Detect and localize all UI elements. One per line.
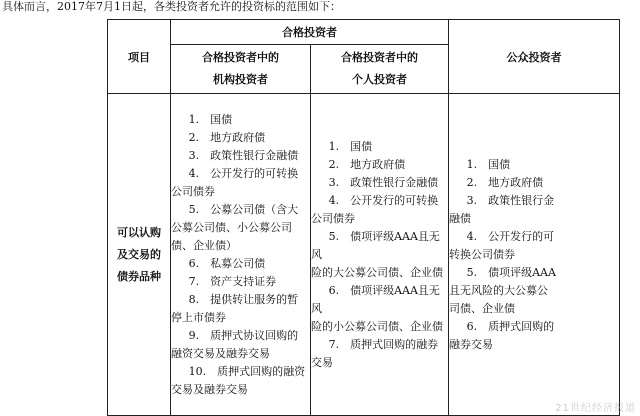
list-item-continued: 且无风险的大公募公 (449, 283, 548, 297)
list-item-continued: 融资交易及融券交易 (171, 346, 270, 360)
list-item: 3. 政策性银行金 (466, 193, 555, 207)
row-label-line: 可以认购 (117, 225, 161, 239)
list-item: 2. 地方政府债 (188, 130, 266, 144)
individual-header-line: 个人投资者 (352, 73, 407, 86)
list-item: 4. 公开发行的可转换 (328, 193, 439, 207)
row-label-line: 及交易的 (117, 247, 161, 261)
public-investor-header: 公众投资者 (449, 20, 620, 94)
list-item: 6. 债项评级AAA且无风 (311, 283, 440, 315)
list-item: 7. 质押式回购的融券 (328, 337, 439, 351)
list-item: 7. 资产支持证券 (188, 274, 277, 288)
list-item: 2. 地方政府债 (466, 175, 544, 189)
individual-investor-header (311, 45, 449, 94)
institutional-header-line: 机构投资者 (213, 73, 268, 86)
list-item: 1. 国债 (188, 112, 233, 126)
list-item-continued: 融债 (449, 211, 471, 225)
qualified-investor-header: 合格投资者 (171, 20, 449, 45)
list-item: 9. 质押式协议回购的 (188, 328, 299, 342)
list-item-continued: 险的小公募公司债、企业债 (311, 319, 443, 333)
row-label (108, 94, 171, 416)
list-item-continued: 转换公司债券 (449, 247, 515, 261)
list-item-continued: 交易 (311, 355, 333, 369)
list-item: 5. 公募公司债（含大 (188, 202, 299, 216)
list-item: 6. 质押式回购的 (466, 319, 555, 333)
project-header: 项目 (108, 20, 171, 94)
list-item-continued: 司债、企业债 (449, 301, 515, 315)
individual-bond-list (311, 94, 449, 416)
list-item-continued: 公司债券 (171, 184, 215, 198)
list-item: 3. 政策性银行金融债 (188, 148, 299, 162)
intro-text: 具体而言，2017年7月1日起，各类投资者允许的投资标的范围如下： (2, 0, 341, 13)
list-item: 1. 国债 (466, 157, 511, 171)
institutional-bond-list (171, 94, 311, 416)
list-item: 6. 私募公司债 (188, 256, 266, 270)
list-item-continued: 公募公司债、小公募公司 (171, 220, 292, 234)
list-item: 4. 公开发行的可 (466, 229, 555, 243)
list-item: 2. 地方政府债 (328, 157, 406, 171)
list-item: 5. 债项评级AAA (466, 265, 556, 279)
list-item-continued: 融券交易 (449, 337, 493, 351)
list-item: 4. 公开发行的可转换 (188, 166, 299, 180)
individual-header-line: 合格投资者中的 (341, 51, 418, 64)
list-item-continued: 债、企业债） (171, 238, 237, 252)
list-item-continued: 险的大公募公司债、企业债 (311, 265, 443, 279)
investor-scope-table (107, 19, 620, 416)
row-label-line: 债券品种 (117, 269, 161, 283)
list-item: 3. 政策性银行金融债 (328, 175, 439, 189)
list-item: 8. 提供转让服务的暂 (188, 292, 299, 306)
list-item: 1. 国债 (328, 139, 373, 153)
list-item: 10. 质押式回购的融资 (188, 364, 306, 378)
list-item-continued: 停上市债券 (171, 310, 226, 324)
public-bond-list (449, 94, 620, 416)
list-item-continued: 交易及融券交易 (171, 382, 248, 396)
institutional-investor-header (171, 45, 311, 94)
list-item: 5. 债项评级AAA且无风 (311, 229, 440, 261)
watermark: 21世纪经济报道 (555, 403, 636, 414)
list-item-continued: 公司债券 (311, 211, 355, 225)
institutional-header-line: 合格投资者中的 (202, 51, 279, 64)
